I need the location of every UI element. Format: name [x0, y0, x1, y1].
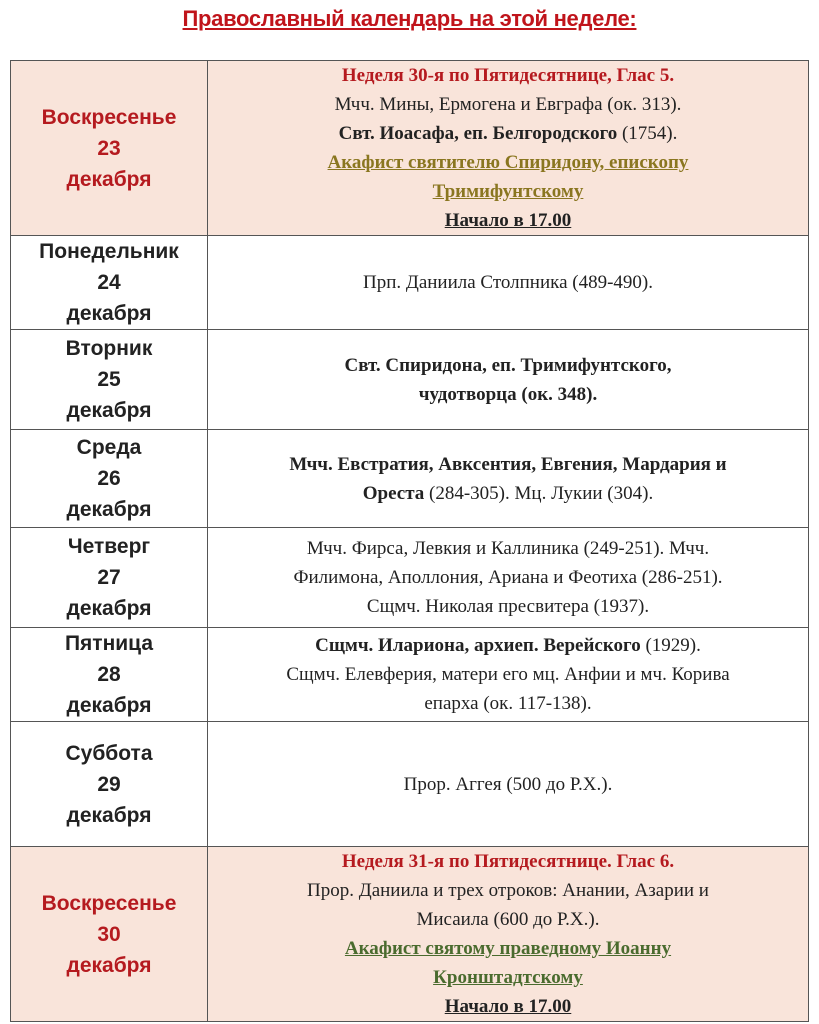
weekday: Пятница: [64, 632, 154, 655]
event-text: чудотворца (ок. 348).: [418, 383, 598, 405]
event-text: Прп. Даниила Столпника (489-490).: [362, 272, 654, 293]
event-text: Свт. Спиридона, еп. Тримифунтского,: [344, 354, 672, 376]
event-text: (1929).: [640, 635, 701, 656]
event-line: [214, 689, 802, 718]
event-line: [214, 934, 802, 963]
weekday: Понедельник: [39, 240, 179, 263]
day-number: 26: [97, 467, 121, 490]
day-number: 28: [97, 663, 121, 686]
calendar-row: [11, 61, 809, 236]
event-text: Мчч. Мины, Ермогена и Евграфа (ок. 313).: [334, 94, 682, 115]
calendar-row: [11, 722, 809, 847]
day-number: 25: [97, 368, 121, 391]
weekday: Среда: [76, 436, 142, 459]
date-cell: [11, 722, 208, 847]
month: декабря: [66, 167, 152, 191]
event-text: Начало в 17.00: [444, 210, 572, 231]
events-cell: [208, 430, 809, 528]
akathist-link[interactable]: Акафист святителю Спиридону, епископу: [327, 152, 689, 173]
month: декабря: [66, 694, 152, 717]
event-line: [214, 479, 802, 508]
event-text: (284-305). Мц. Лукии (304).: [424, 482, 654, 504]
event-line: [214, 592, 802, 621]
event-line: [214, 876, 802, 905]
page-title: Православный календарь на этой неделе:: [182, 6, 637, 31]
month: декабря: [66, 803, 152, 827]
event-line: [214, 351, 802, 380]
event-text: Сщмч. Елевферия, матери его мц. Анфии и мч. Корива: [286, 664, 730, 685]
calendar-row: [11, 330, 809, 430]
event-text: (1754).: [617, 123, 678, 144]
event-line: [214, 119, 802, 148]
calendar-row: [11, 236, 809, 330]
event-text: епарха (ок. 117-138).: [424, 693, 592, 714]
events-cell: [208, 236, 809, 330]
akathist-link[interactable]: Кронштадтскому: [433, 967, 583, 988]
event-text: Прор. Даниила и трех отроков: Анании, Азарии и: [307, 880, 709, 901]
event-line: [214, 380, 802, 409]
event-line: [214, 992, 802, 1021]
date-cell: [11, 61, 208, 236]
event-text: Прор. Аггея (500 до Р.Х.).: [403, 773, 613, 795]
date-cell: [11, 528, 208, 628]
event-line: [214, 177, 802, 206]
date-cell: [11, 430, 208, 528]
day-number: 24: [97, 271, 121, 294]
weekday: Вторник: [65, 337, 153, 360]
weekday: Воскресенье: [41, 891, 177, 915]
month: декабря: [66, 399, 152, 422]
event-line: [214, 563, 802, 592]
event-text: Сщмч. Николая пресвитера (1937).: [366, 596, 650, 617]
date-cell: [11, 628, 208, 722]
events-cell: [208, 528, 809, 628]
calendar-table: [10, 60, 809, 1022]
month: декабря: [66, 302, 152, 325]
calendar-row: [11, 847, 809, 1022]
date-cell: [11, 236, 208, 330]
events-cell: [208, 61, 809, 236]
event-line: [214, 450, 802, 479]
akathist-link[interactable]: Тримифунтскому: [432, 181, 584, 202]
event-line: [214, 770, 802, 799]
calendar-row: [11, 430, 809, 528]
day-number: 23: [97, 136, 121, 160]
date-cell: [11, 330, 208, 430]
weekday: Суббота: [65, 741, 153, 765]
month: декабря: [66, 953, 152, 977]
event-line: [214, 660, 802, 689]
event-line: [214, 905, 802, 934]
day-number: 30: [97, 922, 121, 946]
akathist-link[interactable]: Акафист святому праведному Иоанну: [344, 938, 672, 959]
event-text: Мисаила (600 до Р.Х.).: [416, 909, 600, 930]
event-text: Сщмч. Илариона, архиеп. Верейского: [315, 635, 641, 656]
calendar-row: [11, 528, 809, 628]
date-cell: [11, 847, 208, 1022]
weekday: Четверг: [67, 535, 151, 558]
weekday: Воскресенье: [41, 105, 177, 129]
event-line: [214, 631, 802, 660]
calendar-row: [11, 628, 809, 722]
event-line: [214, 534, 802, 563]
events-cell: [208, 628, 809, 722]
event-line: [214, 963, 802, 992]
event-text: Мчч. Фирса, Левкия и Каллиника (249-251). Мчч.: [306, 538, 710, 559]
day-number: 27: [97, 566, 121, 589]
event-text: Свт. Иоасафа, еп. Белгородского: [338, 123, 618, 144]
event-line: [214, 61, 802, 90]
event-text: Неделя 31-я по Пятидесятнице. Глас 6.: [341, 851, 675, 872]
events-cell: [208, 722, 809, 847]
events-cell: [208, 847, 809, 1022]
event-text: Ореста: [362, 482, 425, 504]
event-line: [214, 206, 802, 235]
events-cell: [208, 330, 809, 430]
event-text: Филимона, Аполлония, Ариана и Феотиха (286-251).: [293, 567, 723, 588]
month: декабря: [66, 498, 152, 521]
event-text: Неделя 30-я по Пятидесятнице, Глас 5.: [341, 65, 675, 86]
event-line: [214, 90, 802, 119]
event-line: [214, 847, 802, 876]
event-text: Мчч. Евстратия, Авксентия, Евгения, Мардария и: [289, 453, 727, 475]
event-line: [214, 148, 802, 177]
event-text: Начало в 17.00: [444, 996, 572, 1017]
event-line: [214, 268, 802, 297]
month: декабря: [66, 597, 152, 620]
day-number: 29: [97, 772, 121, 796]
